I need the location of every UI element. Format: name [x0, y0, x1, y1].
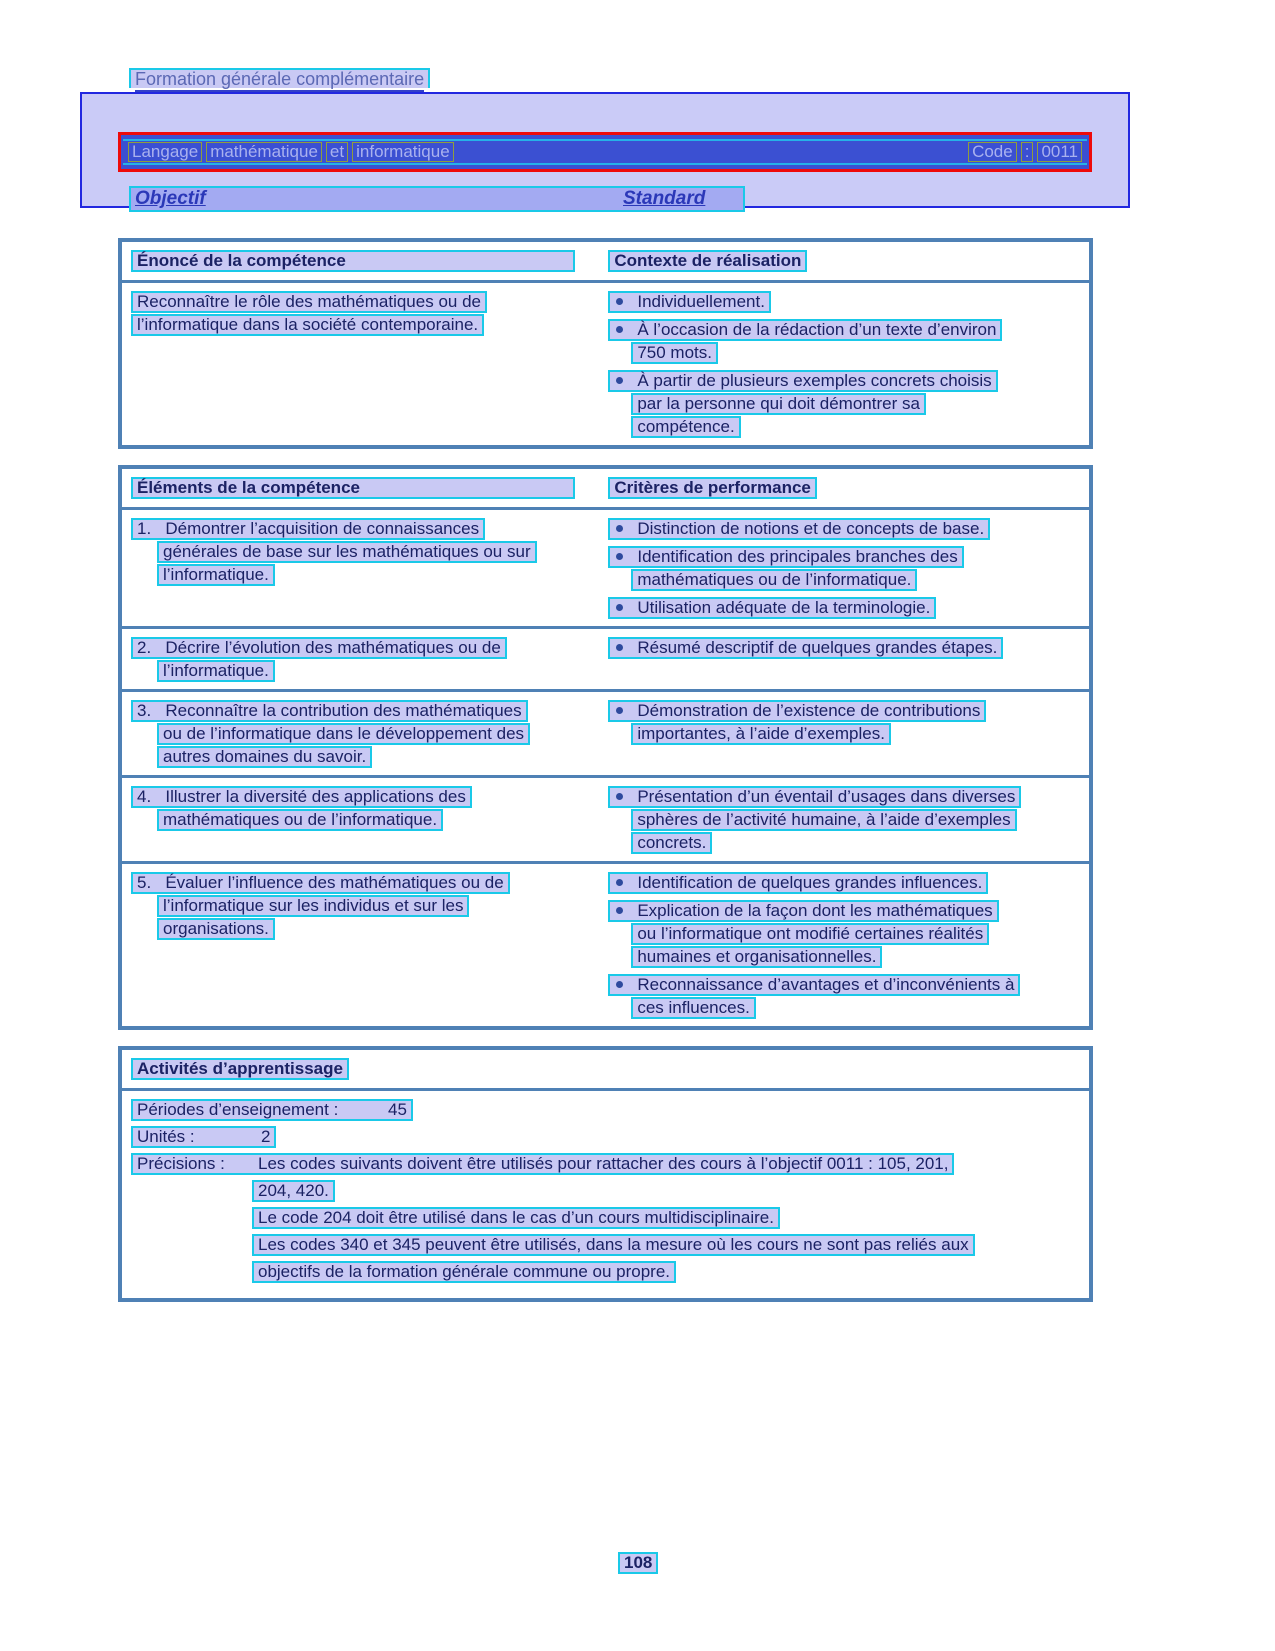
objectif-label: Objectif: [135, 188, 206, 209]
periodes-label: Périodes d’enseignement :: [137, 1100, 339, 1119]
word-box: :: [1021, 142, 1034, 162]
element-row-5: [122, 861, 1089, 1026]
text-line: [631, 809, 1080, 831]
text-line: [631, 342, 1080, 364]
text-line: [252, 1261, 1080, 1283]
element-cell: [131, 786, 608, 855]
line-text: humaines et organisationnelles.: [637, 947, 877, 966]
line-text: Identification de quelques grandes influences.: [637, 873, 983, 892]
bullet-icon: [616, 707, 623, 714]
text-highlight: [131, 1099, 413, 1121]
bullet-icon: [616, 644, 623, 651]
line-text: Reconnaissance d’avantages et d’inconvénients à: [637, 975, 1015, 994]
text-line: [631, 393, 1080, 415]
bullet-icon: [616, 298, 623, 305]
text-highlight: [157, 895, 469, 917]
line-text: 3. Reconnaître la contribution des mathématiques: [137, 701, 522, 720]
text-highlight: [608, 786, 1021, 808]
word-box: 0011: [1037, 142, 1082, 162]
competence-table-header: [122, 242, 1089, 283]
text-line: [252, 1234, 1080, 1256]
text-line: [631, 569, 1080, 591]
standard-label: Standard: [623, 188, 706, 209]
text-line: [631, 997, 1080, 1019]
text-highlight: [252, 1234, 975, 1256]
line-text: importantes, à l’aide d’exemples.: [637, 724, 885, 743]
text-line: [608, 291, 1080, 313]
word-box: Langage: [128, 142, 202, 162]
line-text: compétence.: [637, 417, 735, 436]
text-highlight: [608, 518, 990, 540]
line-text: concrets.: [637, 833, 707, 852]
line-text: Distinction de notions et de concepts de base.: [637, 519, 985, 538]
bullet-icon: [616, 377, 623, 384]
text-highlight: [131, 637, 507, 659]
text-line: [608, 900, 1080, 922]
text-line: [131, 637, 608, 659]
left-header: Éléments de la compétence: [131, 477, 575, 499]
text-line: [631, 946, 1080, 968]
text-highlight: [157, 564, 275, 586]
text-highlight: [608, 872, 988, 894]
text-highlight: [252, 1207, 780, 1229]
text-highlight: [131, 786, 472, 808]
text-line: [131, 518, 608, 540]
periodes-value: 45: [388, 1100, 407, 1119]
text-line: [608, 597, 1080, 619]
line-text: Démonstration de l’existence de contributions: [637, 701, 981, 720]
line-text: mathématiques ou de l’informatique.: [637, 570, 912, 589]
bullet-icon: [616, 981, 623, 988]
course-code: [968, 142, 1082, 162]
objectif-standard-bar: [129, 186, 745, 212]
periodes-row: [131, 1099, 1080, 1121]
competence-table: [118, 238, 1093, 449]
bullet-icon: [616, 879, 623, 886]
header-cell: [131, 477, 608, 499]
header-cell: [131, 1058, 1080, 1080]
competence-statement-cell: [131, 291, 608, 439]
line-text: l’informatique.: [163, 565, 269, 584]
criteria-cell: [608, 700, 1080, 769]
element-cell: [131, 637, 608, 683]
line-text: mathématiques ou de l’informatique.: [163, 810, 438, 829]
text-highlight: [608, 637, 1003, 659]
text-line: [631, 416, 1080, 438]
line-text: objectifs de la formation générale commune ou propre.: [258, 1262, 671, 1281]
text-line: [631, 923, 1080, 945]
text-line: [157, 541, 608, 563]
text-highlight: [131, 700, 528, 722]
text-highlight: [157, 660, 275, 682]
text-line: [157, 746, 608, 768]
line-text: Individuellement.: [637, 292, 765, 311]
bullet-icon: [616, 326, 623, 333]
text-line: [631, 723, 1080, 745]
text-line: [608, 370, 1080, 392]
text-highlight: [131, 872, 510, 894]
line-text: 4. Illustrer la diversité des applications des: [137, 787, 466, 806]
text-line: [157, 660, 608, 682]
text-highlight: [608, 974, 1020, 996]
text-line: [608, 872, 1080, 894]
word-box: informatique: [352, 142, 454, 162]
text-highlight: [631, 569, 917, 591]
realisation-context-cell: [608, 291, 1080, 439]
line-text: Explication de la façon dont les mathématiques: [637, 901, 993, 920]
line-text: autres domaines du savoir.: [163, 747, 367, 766]
course-title: [128, 142, 454, 162]
text-line: [131, 786, 608, 808]
criteria-cell: [608, 518, 1080, 620]
text-line: [131, 314, 608, 336]
line-text: ces influences.: [637, 998, 750, 1017]
element-row-2: [122, 626, 1089, 689]
precisions-text: Les codes suivants doivent être utilisés pour rattacher des cours à l’objectif 0011 : 105, 201,: [258, 1154, 949, 1173]
line-text: Les codes 340 et 345 peuvent être utilisés, dans la mesure où les cours ne sont pas reliés aux: [258, 1235, 969, 1254]
text-highlight: [157, 723, 530, 745]
page-number-text: 108: [624, 1553, 653, 1572]
word-box: Code: [968, 142, 1017, 162]
bullet-icon: [616, 907, 623, 914]
line-text: Reconnaître le rôle des mathématiques ou de: [137, 292, 481, 311]
header-cell: [608, 250, 1080, 272]
bullet-icon: [616, 553, 623, 560]
text-line: [631, 832, 1080, 854]
line-text: 5. Évaluer l’influence des mathématiques ou de: [137, 873, 504, 892]
text-highlight: [631, 809, 1016, 831]
precisions-label: Précisions :: [137, 1154, 225, 1173]
text-highlight: [608, 900, 998, 922]
precisions-row: [131, 1153, 1080, 1175]
bullet-icon: [616, 604, 623, 611]
line-text: Résumé descriptif de quelques grandes étapes.: [637, 638, 998, 657]
criteria-cell: [608, 786, 1080, 855]
text-highlight: [631, 946, 882, 968]
text-highlight: [252, 1261, 676, 1283]
element-cell: [131, 872, 608, 1020]
text-line: [157, 809, 608, 831]
banner-box: [80, 92, 1130, 208]
text-highlight: [608, 370, 997, 392]
precisions-continuation: [131, 1180, 1080, 1283]
criteria-cell: [608, 637, 1080, 683]
text-highlight: [131, 1153, 954, 1175]
activities-body: [122, 1091, 1089, 1298]
text-line: [608, 637, 1080, 659]
line-text: À partir de plusieurs exemples concrets choisis: [637, 371, 992, 390]
line-text: 2. Décrire l’évolution des mathématiques ou de: [137, 638, 501, 657]
text-highlight: [131, 518, 485, 540]
text-line: [608, 700, 1080, 722]
text-line: [157, 564, 608, 586]
line-text: générales de base sur les mathématiques ou sur: [163, 542, 531, 561]
text-highlight: [631, 832, 712, 854]
text-highlight: [608, 597, 936, 619]
text-line: [131, 291, 608, 313]
text-line: [157, 723, 608, 745]
line-text: Le code 204 doit être utilisé dans le cas d’un cours multidisciplinaire.: [258, 1208, 774, 1227]
elements-table-header: [122, 469, 1089, 510]
document-section-title: [129, 68, 430, 90]
text-highlight: [157, 746, 372, 768]
course-code-strip: [123, 139, 1087, 165]
word-box: et: [326, 142, 348, 162]
line-text: Présentation d’un éventail d’usages dans diverses: [637, 787, 1016, 806]
text-highlight: [631, 923, 989, 945]
text-highlight: [618, 1552, 658, 1574]
element-cell: [131, 700, 608, 769]
text-highlight: [631, 342, 718, 364]
activities-table: [118, 1046, 1093, 1302]
bullet-icon: [616, 525, 623, 532]
line-text: 204, 420.: [258, 1181, 329, 1200]
element-row-4: [122, 775, 1089, 861]
competence-table-row: [122, 283, 1089, 445]
text-line: [608, 518, 1080, 540]
text-line: [131, 700, 608, 722]
text-highlight: [631, 723, 891, 745]
text-highlight: [608, 546, 963, 568]
word-box: mathématique: [206, 142, 322, 162]
line-text: organisations.: [163, 919, 269, 938]
section-title-text: Formation générale complémentaire: [135, 69, 424, 92]
page-number: [618, 1552, 658, 1574]
text-highlight: [608, 291, 771, 313]
line-text: l’informatique sur les individus et sur les: [163, 896, 464, 915]
header-cell: [608, 477, 1080, 499]
text-highlight: [129, 68, 430, 88]
course-code-bar: [118, 132, 1092, 172]
text-highlight: [131, 291, 487, 313]
right-header: Contexte de réalisation: [608, 250, 807, 272]
element-row-3: [122, 689, 1089, 775]
line-text: sphères de l’activité humaine, à l’aide d’exemples: [637, 810, 1011, 829]
left-header: Énoncé de la compétence: [131, 250, 575, 272]
text-highlight: [131, 314, 484, 336]
unites-value: 2: [261, 1127, 271, 1146]
line-text: l’informatique.: [163, 661, 269, 680]
line-text: Utilisation adéquate de la terminologie.: [637, 598, 931, 617]
text-line: [157, 918, 608, 940]
line-text: par la personne qui doit démontrer sa: [637, 394, 920, 413]
element-cell: [131, 518, 608, 620]
text-line: [608, 974, 1080, 996]
line-text: 1. Démontrer l’acquisition de connaissances: [137, 519, 480, 538]
criteria-cell: [608, 872, 1080, 1020]
right-header: Critères de performance: [608, 477, 817, 499]
text-highlight: [631, 997, 755, 1019]
text-highlight: [157, 918, 275, 940]
text-highlight: [157, 541, 537, 563]
line-text: ou l’informatique ont modifié certaines réalités: [637, 924, 984, 943]
text-line: [131, 872, 608, 894]
text-line: [608, 319, 1080, 341]
line-text: Identification des principales branches des: [637, 547, 958, 566]
text-highlight: [608, 319, 1002, 341]
line-text: l’informatique dans la société contemporaine.: [137, 315, 479, 334]
text-highlight: [631, 393, 926, 415]
activities-header: Activités d’apprentissage: [131, 1058, 349, 1080]
text-line: [608, 546, 1080, 568]
element-row-1: [122, 510, 1089, 626]
document-content: [118, 238, 1093, 1318]
line-text: 750 mots.: [637, 343, 712, 362]
unites-label: Unités :: [137, 1127, 195, 1146]
text-line: [252, 1207, 1080, 1229]
header-cell: [131, 250, 608, 272]
text-highlight: [131, 1126, 276, 1148]
line-text: ou de l’informatique dans le développement des: [163, 724, 525, 743]
bullet-icon: [616, 793, 623, 800]
text-line: [252, 1180, 1080, 1202]
activities-table-header: [122, 1050, 1089, 1091]
text-highlight: [631, 416, 740, 438]
text-highlight: [608, 700, 986, 722]
unites-row: [131, 1126, 1080, 1148]
text-highlight: [252, 1180, 335, 1202]
text-line: [608, 786, 1080, 808]
line-text: À l’occasion de la rédaction d’un texte d’environ: [637, 320, 997, 339]
text-highlight: [157, 809, 443, 831]
text-line: [157, 895, 608, 917]
elements-table: [118, 465, 1093, 1030]
